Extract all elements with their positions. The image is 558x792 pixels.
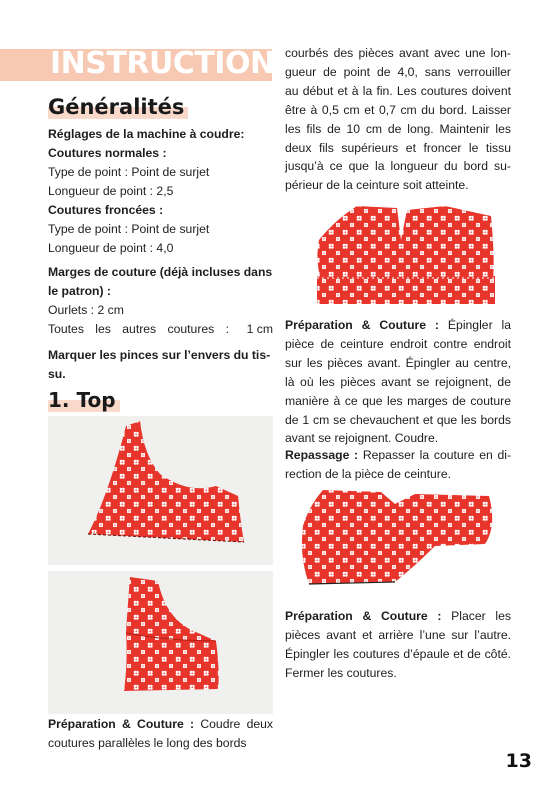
other-seams-allowance [48,320,273,339]
step-3-label: Repassage : [285,448,359,462]
assembly-step-text [285,607,511,683]
generalites-heading-text: Généralités [48,95,185,119]
continuation-line: les fils de 10 cm de long. Maintenir les [285,121,511,136]
normal-stitch-length: Longueur de point : 2,5 [48,184,174,198]
darts-text: Marquer les pinces sur l’envers du tis- [48,348,271,362]
step-2-line: pièce de ceinture endroit contre endroit [285,336,511,351]
other-seams-label: Toutes les autres coutures : [48,322,230,336]
photo-waistband [285,200,511,312]
page-number: 13 [505,750,532,772]
step-2-line: de 1 cm se chevauchent et que les bords [285,412,511,427]
settings-block [48,125,273,258]
continuation-line: jusqu’à ce que la longueur du bord su- [285,159,511,174]
step-4-line: pièces avant et arrière l’une sur l’autre. [285,627,511,642]
step-2-text: Épingler la [447,318,512,332]
waistband-step-text [285,316,511,448]
step-1-text-cont: coutures parallèles le long des bords [48,735,247,750]
pressing-step-text [285,446,511,484]
step-4-line: Fermer les coutures. [285,665,397,680]
other-seams-value: 1 cm [246,322,273,336]
gathered-seams-title: Coutures froncées : [48,203,164,217]
gathered-stitch-length: Longueur de point : 4,0 [48,241,174,255]
continuation-line: périeur de la ceinture soit atteinte. [285,178,469,193]
step-4-text: Placer les [451,609,511,623]
seam-allowance-title: Marges de couture (déjà incluses dans [48,265,273,279]
continuation-line: courbés des pièces avant avec une lon- [285,46,511,60]
settings-title: Réglages de la machine à coudre: [48,127,245,141]
continuation-line: deux fils supérieurs et froncer le tissu [285,140,511,155]
step-3-text-cont: rection de la pièce de ceinture. [285,466,451,481]
waistband-image [285,200,511,312]
page-title: INSTRUCTIONS [50,46,296,81]
step-1-label: Préparation & Couture : [48,717,195,731]
front-piece-image [48,416,273,565]
step-2-line: manière à ce que les marges de couture [285,393,511,408]
step-4-line: Épingler les coutures d’épaule et de côté. [285,646,511,661]
top-step-1-text [48,715,273,753]
step-2-line: sur les pièces avant. Épingler au centre, [285,355,511,370]
darts-block [48,346,273,384]
photo-gathered-piece [48,571,273,714]
section-heading-generalites [48,94,184,120]
normal-seams-title: Coutures normales : [48,146,167,160]
step-4-label: Préparation & Couture : [285,609,442,623]
gathered-piece-image [48,571,273,714]
step-2-label: Préparation & Couture : [285,318,439,332]
step-1-text: Coudre deux [200,717,273,731]
hem-allowance: Ourlets : 2 cm [48,303,124,317]
gathered-stitch-type: Type de point : Point de surjet [48,222,210,236]
top-heading-text: 1. Top [48,388,116,412]
continuation-line: au début et à la fin. Les coutures doivent [285,83,511,98]
photo-front-piece [48,416,273,565]
section-heading-top [48,387,116,413]
gathering-continuation [285,44,511,195]
continuation-line: gueur de point de 4,0, sans verrouiller [285,64,511,79]
darts-text-cont: su. [48,367,66,381]
seam-allowance-block [48,263,273,339]
step-2-line: avant se rejoignent. Coudre. [285,431,439,446]
photo-stacked-pieces [285,486,511,590]
continuation-line: être à 0,5 cm et 0,7 cm du bord. Laisser [285,102,511,117]
normal-stitch-type: Type de point : Point de surjet [48,165,210,179]
step-3-text: Repasser la couture en di- [362,448,511,462]
seam-allowance-title-cont: le patron) : [48,284,111,298]
step-2-line: là où les pièces avant se rejoignent, de [285,374,511,389]
stacked-pieces-image [285,486,511,590]
